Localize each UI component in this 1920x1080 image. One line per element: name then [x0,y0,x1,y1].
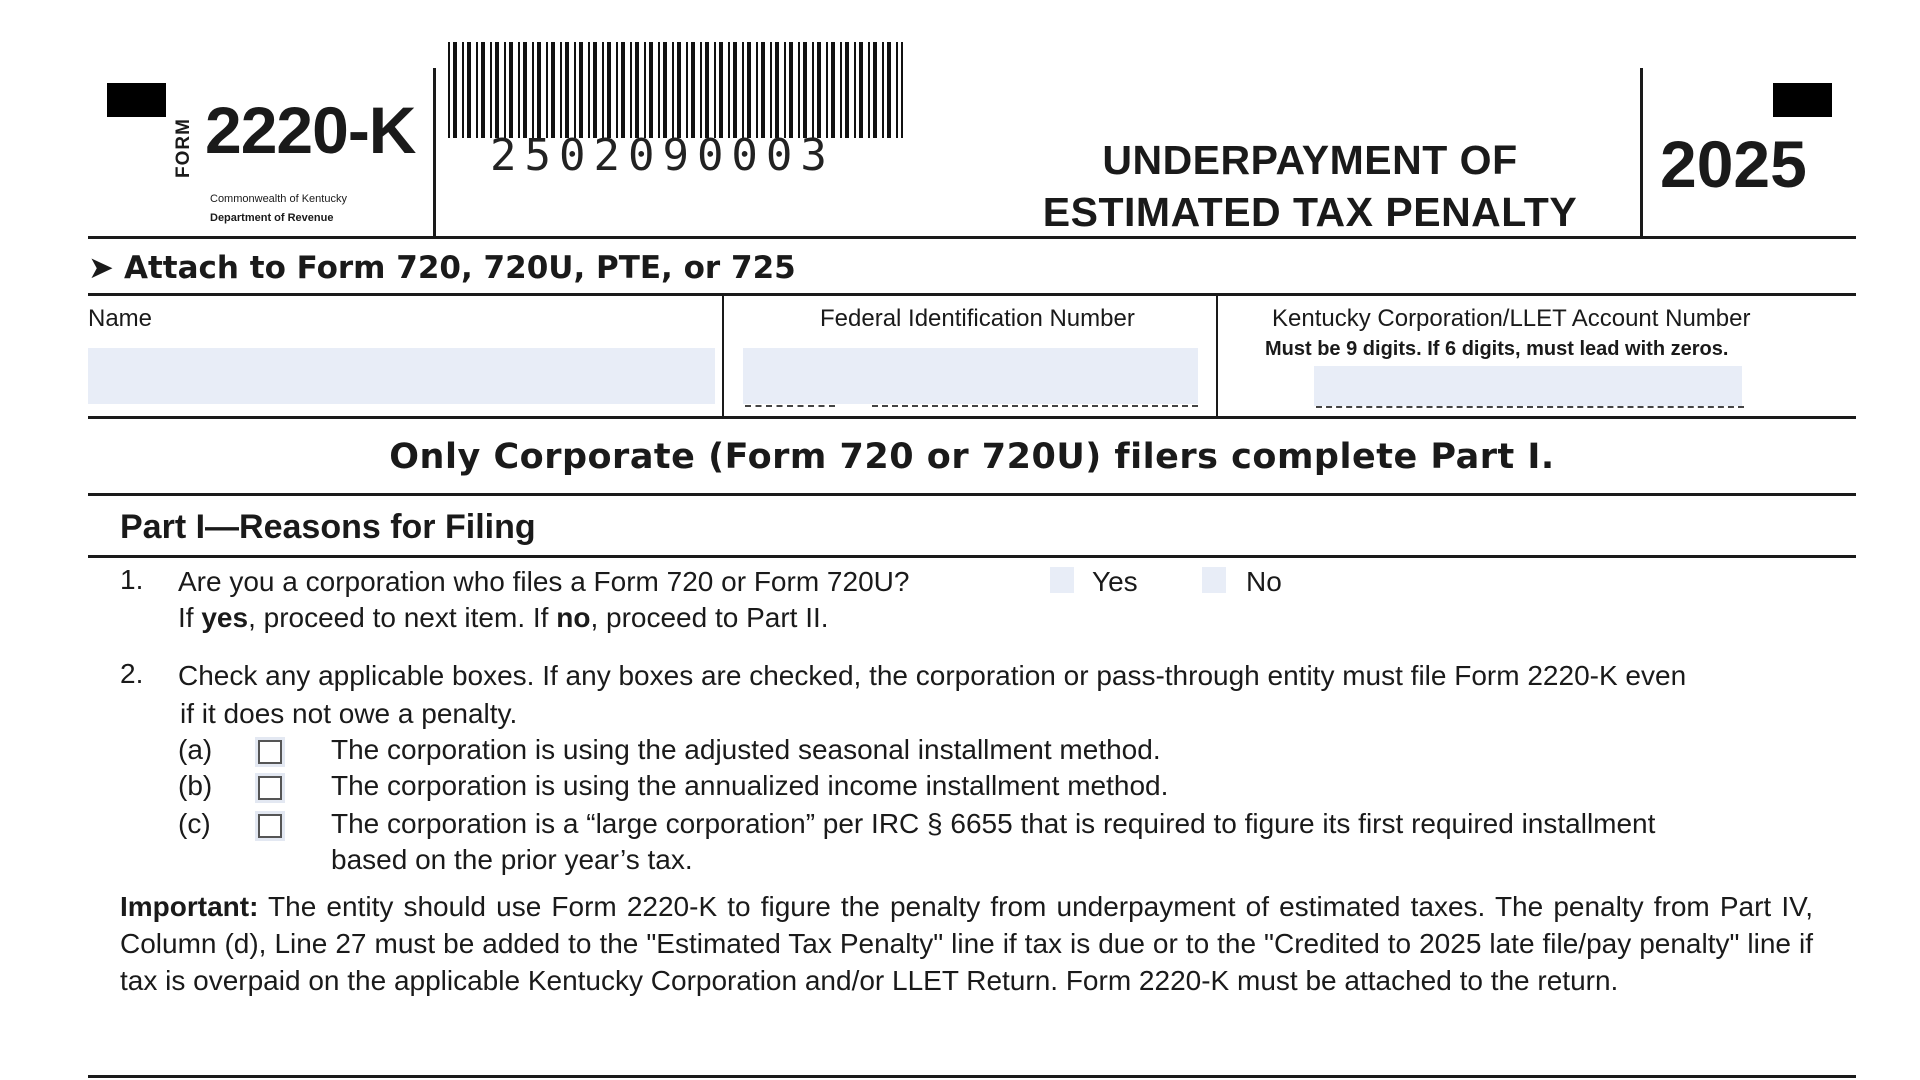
part-one-filer-note: Only Corporate (Form 720 or 720U) filers complete Part I. [389,437,1555,477]
question-1-yes-label: Yes [1092,566,1138,597]
title-line-1: UNDERPAYMENT OF [1102,137,1518,183]
barcode-bar [901,42,903,138]
barcode-bar [649,42,653,138]
barcode-bar [677,42,681,138]
name-field[interactable] [88,348,715,404]
barcode-bar [803,42,807,138]
question-2-line-2: if it does not owe a penalty. [180,698,518,729]
barcode-bar [714,42,716,138]
option-b-checkbox[interactable] [258,776,282,800]
barcode-bar [868,42,870,138]
barcode-bar [574,42,576,138]
option-c-checkbox[interactable] [258,814,282,838]
barcode-bar [551,42,555,138]
question-1-yes-checkbox[interactable] [1050,567,1074,593]
barcode-bar [481,42,485,138]
barcode-bar [896,42,898,138]
account-note: Must be 9 digits. If 6 digits, must lead with zeros. [1265,338,1729,360]
barcode-bar [588,42,590,138]
barcode-bar [742,42,744,138]
important-text: The entity should use Form 2220-K to figure the penalty from underpayment of estimated taxes. The penalty from Part IV, Column (d), Line 27 must be added to the "Estimated Tax Penalty" line if tax is due or to the "Credited to 2025 late file/pay penalty" line if tax is overpaid on the applicable Kentucky Corporation and/or LLET Return. Form 2220-K must be attached to the return. [120,891,1813,996]
form-number: 2220-K [205,93,416,167]
fein-prefix-guide [745,405,835,407]
form-title [1000,134,1620,238]
barcode-bar [476,42,478,138]
barcode-bar [658,42,660,138]
barcode-bar [859,42,863,138]
barcode-bar [761,42,765,138]
registration-mark-right [1773,83,1832,117]
barcode-bar [840,42,842,138]
barcode-bar [789,42,793,138]
option-a-text: The corporation is using the adjusted seasonal installment method. [331,734,1161,765]
barcode-bar [462,42,464,138]
field-divider-2 [1216,296,1218,416]
question-2-number: 2. [120,658,144,689]
barcode-bar [812,42,814,138]
account-label: Kentucky Corporation/LLET Account Number [1272,305,1751,332]
barcode-bar [523,42,527,138]
barcode-bar [733,42,737,138]
barcode-bar [616,42,618,138]
barcode-bar [672,42,674,138]
field-divider-1 [722,296,724,416]
barcode-bar [700,42,702,138]
barcode-bar [579,42,583,138]
important-notice [120,888,1813,999]
rule-bottom [88,1075,1856,1078]
barcode-bar [873,42,877,138]
barcode-bar [546,42,548,138]
title-line-2: ESTIMATED TAX PENALTY [1042,189,1578,235]
rule-header-bottom [88,236,1856,239]
barcode-bar [798,42,800,138]
part-one-title: Part I—Reasons for Filing [120,508,536,546]
barcode-bar [602,42,604,138]
barcode-bar [747,42,751,138]
barcode-bar [630,42,632,138]
option-a-letter: (a) [178,734,213,765]
fein-suffix-guide [872,405,1198,407]
registration-mark-left [107,83,166,117]
question-1-number: 1. [120,564,144,595]
barcode-bar [509,42,513,138]
option-c-letter: (c) [178,808,211,839]
agency-line-2: Department of Revenue [210,212,334,224]
barcode-bar [882,42,884,138]
fein-label: Federal Identification Number [820,305,1135,332]
barcode-bar [537,42,541,138]
name-label: Name [88,305,153,332]
barcode-bar [467,42,471,138]
question-2-line-1: Check any applicable boxes. If any boxes are checked, the corporation or pass-through entity must file Form 2220-K even [178,660,1687,691]
option-c-text: The corporation is a “large corporation” per IRC § 6655 that is required to figure its first required installment [331,808,1656,839]
question-1-instruction: If yes, proceed to next item. If no, proceed to Part II. [178,602,829,633]
barcode-bar [817,42,821,138]
barcode-bar [644,42,646,138]
barcode-bar [845,42,849,138]
barcode-bar [775,42,779,138]
barcode-bar [532,42,534,138]
barcode-bar [635,42,639,138]
barcode-bar [518,42,520,138]
question-1-text: Are you a corporation who files a Form 720 or Form 720U? [178,566,910,597]
barcode-bar [495,42,499,138]
rule-attach-bottom [88,293,1856,296]
form-word: FORM [173,118,194,178]
barcode-bar [705,42,709,138]
account-field[interactable] [1314,366,1742,406]
account-digit-guide [1316,406,1744,408]
barcode-bar [784,42,786,138]
attach-instruction [88,250,796,286]
header-divider-left [433,68,436,236]
barcode-number: 2502090003 [490,130,835,181]
barcode-bar [560,42,562,138]
barcode-bar [565,42,569,138]
question-1-no-checkbox[interactable] [1202,567,1226,593]
header-divider-right [1640,68,1643,236]
barcode-bar [593,42,597,138]
fein-field[interactable] [743,348,1198,404]
barcode-bar [719,42,723,138]
barcode-bar [504,42,506,138]
rule-fields-bottom [88,416,1856,419]
barcode-bar [448,42,450,138]
barcode-bar [607,42,611,138]
agency-line-1: Commonwealth of Kentucky [210,193,347,205]
barcode-bar [728,42,730,138]
barcode-bar [691,42,695,138]
rule-part-title-bottom [88,555,1856,558]
arrow-icon: ➤ [88,250,114,286]
barcode-bar [663,42,667,138]
barcode-bar [756,42,758,138]
rule-part-note-bottom [88,493,1856,496]
option-a-checkbox[interactable] [258,740,282,764]
option-c-text-continued: based on the prior year’s tax. [331,844,693,875]
barcode-bar [686,42,688,138]
attach-text: Attach to Form 720, 720U, PTE, or 725 [123,250,796,286]
barcode-bar [826,42,828,138]
barcode-bar [770,42,772,138]
barcode-bar [887,42,891,138]
barcode-bar [453,42,457,138]
barcode-bar [854,42,856,138]
barcode-bar [831,42,835,138]
question-1-no-label: No [1246,566,1282,597]
barcode-bar [490,42,492,138]
barcode-bar [621,42,625,138]
option-b-letter: (b) [178,770,213,801]
option-b-text: The corporation is using the annualized income installment method. [331,770,1169,801]
tax-year: 2025 [1660,127,1807,201]
barcode-image [448,42,903,138]
important-label: Important: [120,891,259,922]
